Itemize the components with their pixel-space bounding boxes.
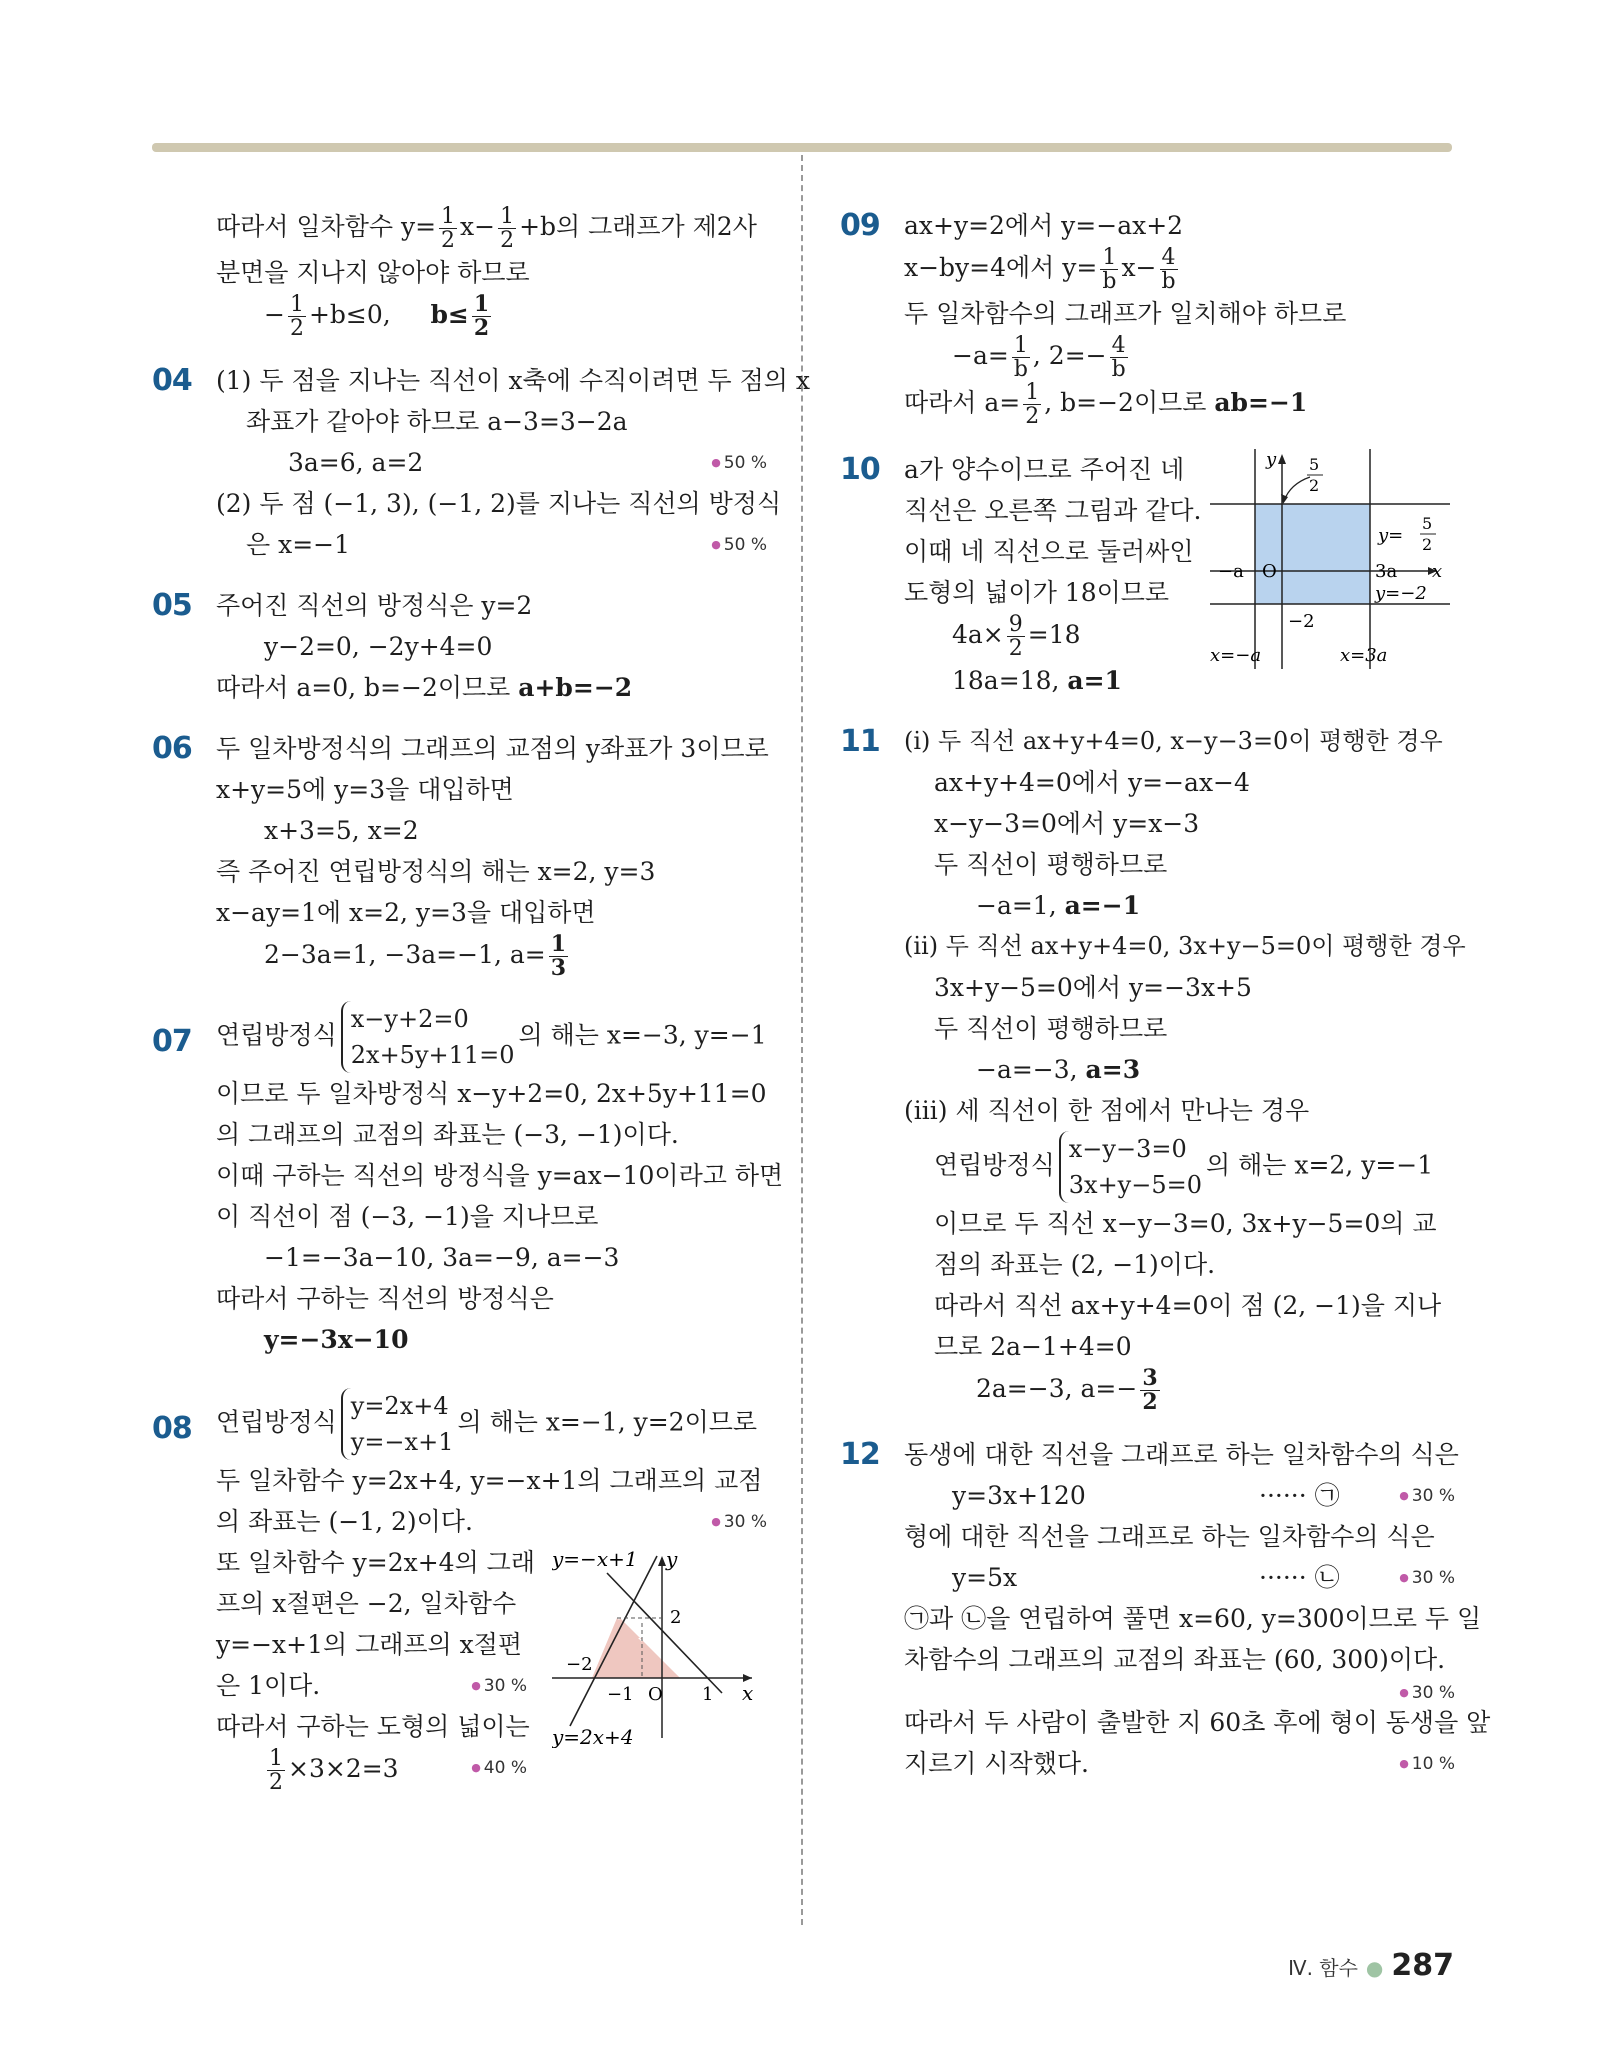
graph-label: 2 (670, 1606, 682, 1628)
page-number: 287 (1391, 1948, 1454, 1983)
problem-number: 10 (840, 451, 880, 487)
problem-08: 08 연립방정식 y=2x+4 y=−x+1 의 해는 x=−1, y=2이므로 두 일차함수 y=2x+4, y=−x+1의 그래프의 교점 의 좌표는 (−1, 2)이다. ● 30 % 또 일차함수 y=2x+4의 그래 프의 x절편은 −2, 일차함수 y=−x+1의 그래프의 x절편 은 1이다. ● 30 % 따라서 구하는 도형의 넓이는 $\frac{1}{2}$ ×3×2=3 ● 40 % y=−x+1 y 2 −2 −1 O 1 x y=2x+4 (152, 1388, 767, 1794)
score-badge: ● 50 % (711, 442, 767, 484)
problem-number: 08 (152, 1410, 192, 1446)
right-column (840, 205, 1491, 1804)
score-badge: ● 40 % (471, 1747, 527, 1789)
problem-number: 12 (840, 1436, 880, 1472)
graph-label: y (1266, 448, 1277, 470)
graph-label: O (648, 1683, 663, 1705)
graph-label: y= (1378, 524, 1404, 546)
problem-number: 04 (152, 363, 192, 399)
graph-label: x=−a (1210, 644, 1262, 666)
graph-label: y=−x+1 (552, 1547, 638, 1571)
graph-label: −2 (566, 1653, 593, 1675)
graph-08 (552, 1548, 767, 1748)
problem-number: 06 (152, 731, 192, 767)
problem-11: 11 (ⅰ) 두 직선 ax+y+4=0, x−y−3=0이 평행한 경우 ax+y+4=0에서 y=−ax−4 x−y−3=0에서 y=x−3 두 직선이 평행하므로 −a=1, a=−1 (ⅱ) 두 직선 ax+y+4=0, 3x+y−5=0이 평행한 경우 3x+y−5=0에서 y=−3x+5 두 직선이 평행하므로 −a=−3, a=3 (ⅲ) 세 직선이 한 점에서 만나는 경우 연립방정식 x−y−3=0 3x+y−5=0 의 해는 x=2, y=−1 이므로 두 직선 x−y−3=0, 3x+y−5=0의 교 점의 좌표는 (2, −1)이다. 따라서 직선 ax+y+4=0이 점 (2, −1)을 지나 므로 2a−1+4=0 2a=−3, a=− $\frac{3}{2}$ (840, 721, 1455, 1414)
problem-number: 09 (840, 208, 880, 243)
problem-04: 04 (1) 두 점을 지나는 직선이 x축에 수직이려면 두 점의 x 좌표가 같아야 하므로 a−3=3−2a 3a=6, a=2 ● 50 % (2) 두 점 (−1, 3), (−1, 2)를 지나는 직선의 방정식 은 x=−1 ● 50 % (152, 360, 767, 565)
graph-label: 3a (1375, 560, 1398, 582)
graph-label: y (666, 1547, 678, 1571)
score-badge: ● 10 % (1399, 1743, 1455, 1785)
equation-system: x−y+2=0 2x+5y+11=0 (341, 1001, 515, 1073)
score-badge: ● 30 % (1399, 1672, 1455, 1714)
problem-10: 10 a가 양수이므로 주어진 네 직선은 오른쪽 그림과 같다. 이때 네 직선으로 둘러싸인 도형의 넓이가 18이므로 4a× $\frac{9}{2}$ =18 18a=18, a=1 y 5 2 y= 5 2 −a O 3a x y=−2 −2 x=−a x=3a (840, 449, 1455, 701)
problem-12: 12 동생에 대한 직선을 그래프로 하는 일차함수의 식은 y=3x+120 ······ ㉠ ● 30 % 형에 대한 직선을 그래프로 하는 일차함수의 식은 y=5x ······ ㉡ ● 30 % ㉠과 ㉡을 연립하여 풀면 x=60, y=300이므로 두 일 차함수의 그래프의 교점의 좌표는 (60, 300)이다. ● 30 % 따라서 두 사람이 출발한 지 60초 후에 형이 동생을 앞 지르기 시작했다. ● 10 % (840, 1434, 1455, 1784)
problem-06: 06 두 일차방정식의 그래프의 교점의 y좌표가 3이므로 x+y=5에 y=3을 대입하면 x+3=5, x=2 즉 주어진 연립방정식의 해는 x=2, y=3 x−ay=1에 x=2, y=3을 대입하면 2−3a=1, −3a=−1, a= $\frac{1}{3}$ (152, 728, 767, 980)
problem-07: 07 연립방정식 x−y+2=0 2x+5y+11=0 의 해는 x=−3, y=−1 이므로 두 일차방정식 x−y+2=0, 2x+5y+11=0 의 그래프의 교점의 좌표는 (−3, −1)이다. 이때 구하는 직선의 방정식을 y=ax−10이라고 하면 이 직선이 점 (−3, −1)을 지나므로 −1=−3a−10, 3a=−9, a=−3 따라서 구하는 직선의 방정식은 y=−3x−10 (152, 1001, 767, 1360)
separator-dot: ● (1365, 1956, 1384, 1980)
problem-number: 05 (152, 588, 192, 624)
equation-system: x−y−3=0 3x+y−5=0 (1059, 1131, 1202, 1203)
top-rule (152, 143, 1452, 152)
problem-number: 07 (152, 1023, 192, 1059)
problem-05: 05 주어진 직선의 방정식은 y=2 y−2=0, −2y+4=0 따라서 a=0, b=−2이므로 a+b=−2 (152, 585, 767, 708)
graph-label: x=3a (1340, 644, 1388, 666)
chapter-label: Ⅳ. 함수 (1288, 1956, 1358, 1980)
graph-label: x (742, 1680, 754, 1705)
graph-label: x (1432, 560, 1443, 582)
column-divider (801, 155, 803, 1925)
score-badge: ● 30 % (1399, 1557, 1455, 1599)
left-column (152, 204, 810, 1814)
page-footer (1288, 1948, 1454, 1983)
problem-09: 09 ax+y=2에서 y=−ax+2 x−by=4에서 y= $\frac{1}{b}$ x− $\frac{4}{b}$ 두 일차함수의 그래프가 일치해야 하므로 −a= $\frac{1}{b}$ , 2=− $\frac{4}{b}$ 따라서 a= $\frac{1}{2}$ , b=−2이므로 ab=−1 (840, 205, 1455, 429)
graph-label: −1 (607, 1683, 634, 1705)
graph-label: 1 (702, 1683, 714, 1705)
graph-label: 5 (1309, 454, 1320, 474)
equation-system: y=2x+4 y=−x+1 (341, 1388, 454, 1460)
graph-label: y=−2 (1375, 582, 1427, 604)
graph-label: 2 (1309, 475, 1320, 495)
graph-label: −a (1218, 560, 1244, 582)
graph-label: −2 (1288, 610, 1315, 632)
graph-10 (1210, 449, 1450, 694)
score-badge: ● 30 % (711, 1501, 767, 1543)
graph-label: 2 (1422, 534, 1433, 554)
graph-label: 5 (1422, 513, 1433, 533)
continuation-block: 따라서 일차함수 y= $\frac{1}{2}$ x− $\frac{1}{2}$ +b의 그래프가 제2사 분면을 지나지 않아야 하므로 − $\frac{1}{2}$ +b≤0, b≤ $\frac{1}{2}$ (216, 204, 757, 342)
problem-number: 11 (840, 723, 880, 759)
score-badge: ● 50 % (711, 524, 767, 566)
graph-label: y=2x+4 (552, 1724, 634, 1748)
score-badge: ● 30 % (1399, 1475, 1455, 1517)
score-badge: ● 30 % (471, 1665, 527, 1707)
graph-label: O (1262, 560, 1277, 582)
